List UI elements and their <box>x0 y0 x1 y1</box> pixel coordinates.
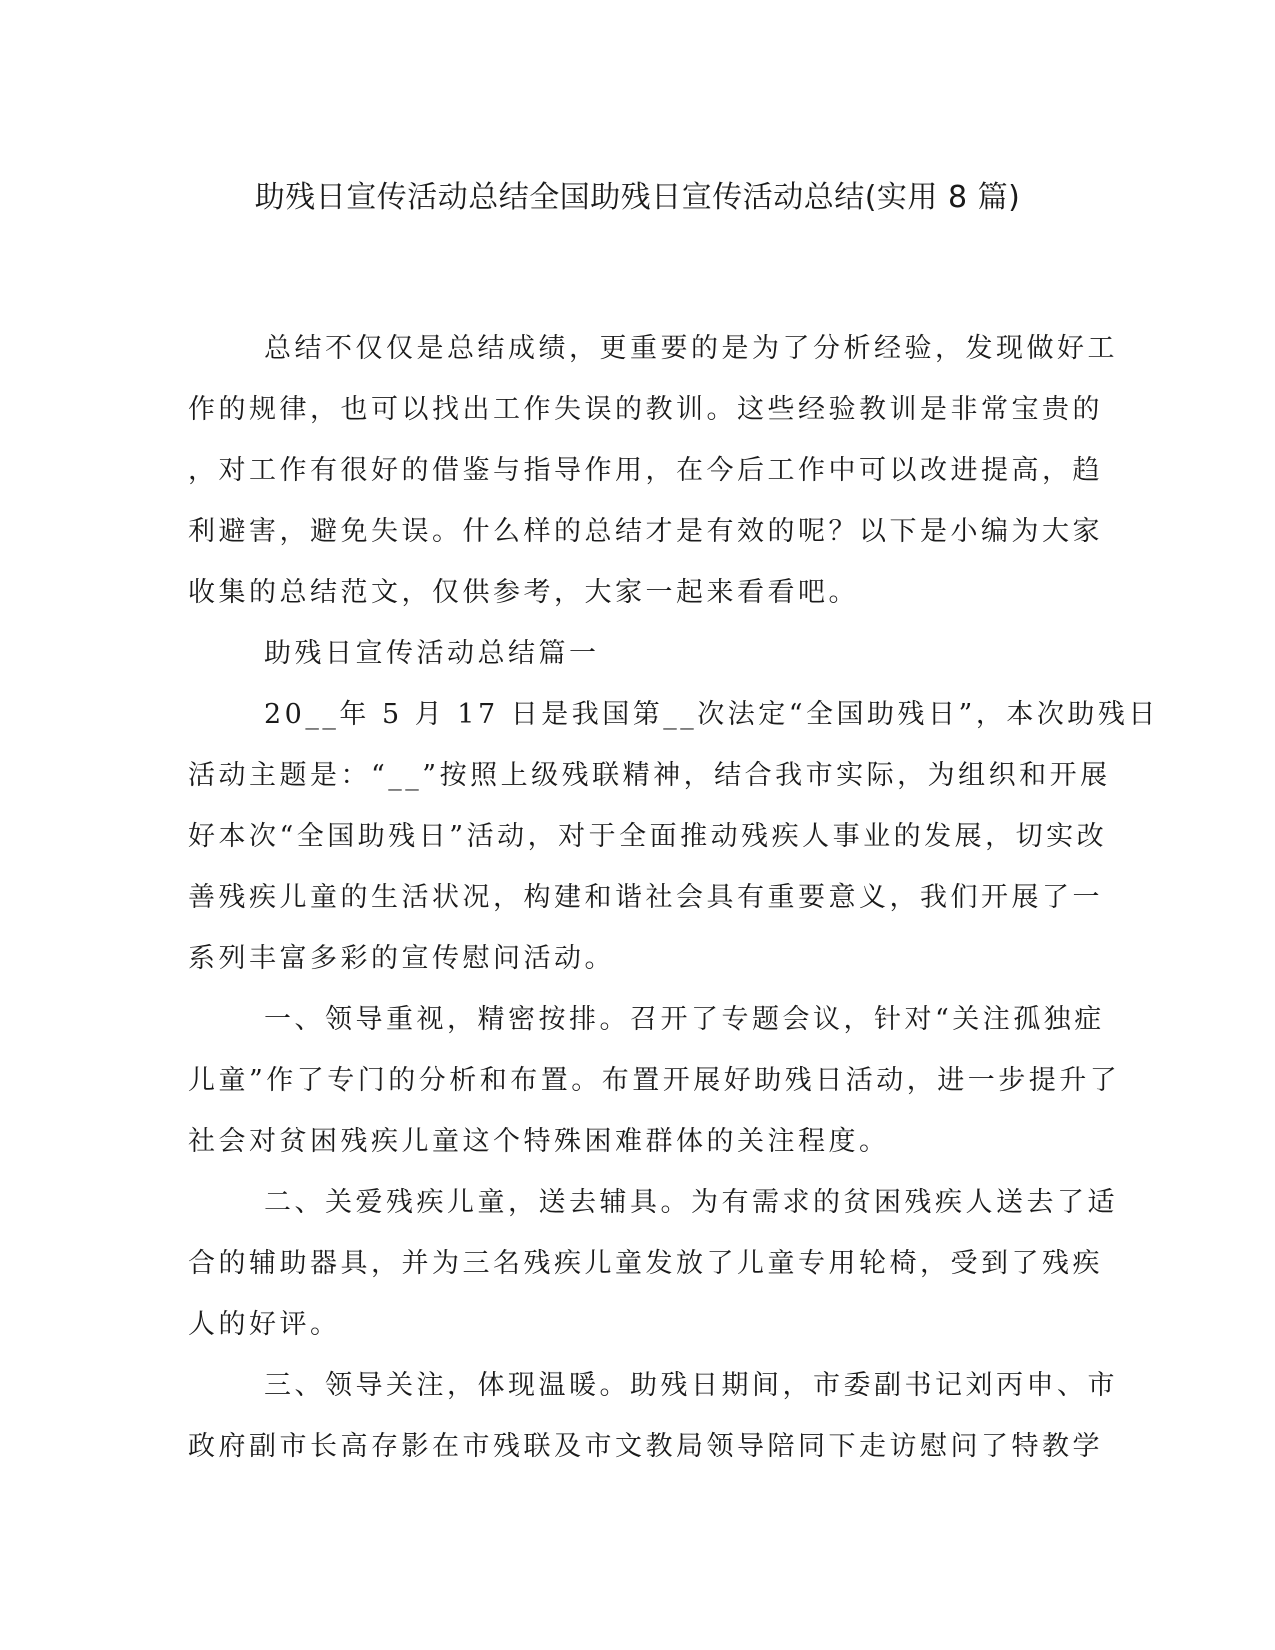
paragraph-line: ，对工作有很好的借鉴与指导作用，在今后工作中可以改进提高，趋 <box>188 455 1103 486</box>
paragraph-line: 20__年 5 月 17 日是我国第__次法定“全国助残日”，本次助残日 <box>264 699 1159 730</box>
paragraph-line: 利避害，避免失误。什么样的总结才是有效的呢？以下是小编为大家 <box>188 516 1103 547</box>
paragraph-line: 作的规律，也可以找出工作失误的教训。这些经验教训是非常宝贵的 <box>188 394 1103 425</box>
paragraph-line: 系列丰富多彩的宣传慰问活动。 <box>188 943 615 974</box>
section-heading: 助残日宣传活动总结篇一 <box>264 638 600 669</box>
paragraph-line: 人的好评。 <box>188 1309 341 1340</box>
paragraph-line: 一、领导重视，精密按排。召开了专题会议，针对“关注孤独症 <box>264 1004 1105 1035</box>
paragraph-line: 社会对贫困残疾儿童这个特殊困难群体的关注程度。 <box>188 1126 890 1157</box>
document-body <box>188 318 1159 1477</box>
paragraph-line: 三、领导关注，体现温暖。助残日期间，市委副书记刘丙申、市 <box>264 1370 1118 1401</box>
document-title: 助残日宣传活动总结全国助残日宣传活动总结(实用 8 篇) <box>254 180 1021 215</box>
paragraph-line: 儿童”作了专门的分析和布置。布置开展好助残日活动，进一步提升了 <box>188 1065 1121 1096</box>
paragraph-line: 二、关爱残疾儿童，送去辅具。为有需求的贫困残疾人送去了适 <box>264 1187 1118 1218</box>
paragraph-line: 政府副市长高存影在市残联及市文教局领导陪同下走访慰问了特教学 <box>188 1431 1103 1462</box>
paragraph-line: 总结不仅仅是总结成绩，更重要的是为了分析经验，发现做好工 <box>264 333 1118 364</box>
paragraph-line: 合的辅助器具，并为三名残疾儿童发放了儿童专用轮椅，受到了残疾 <box>188 1248 1103 1279</box>
paragraph-line: 好本次“全国助残日”活动，对于全面推动残疾人事业的发展，切实改 <box>188 821 1108 852</box>
paragraph-line: 善残疾儿童的生活状况，构建和谐社会具有重要意义，我们开展了一 <box>188 882 1103 913</box>
paragraph-line: 收集的总结范文，仅供参考，大家一起来看看吧。 <box>188 577 859 608</box>
paragraph-line: 活动主题是：“__”按照上级残联精神，结合我市实际，为组织和开展 <box>188 760 1111 791</box>
